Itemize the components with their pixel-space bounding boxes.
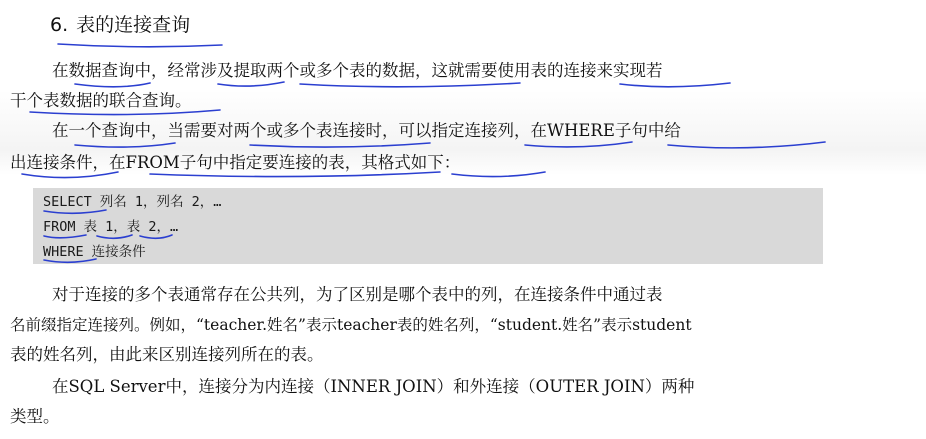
section-heading	[50, 12, 190, 38]
paragraph-2-line-2: 出连接条件，在FROM子句中指定要连接的表，其格式如下：	[10, 153, 461, 172]
paragraph-1-line-2: 干个表数据的联合查询。	[10, 91, 192, 110]
select-columns: 列名 1，列名 2，…	[99, 194, 222, 210]
paragraph-2-line-1: 在一个查询中，当需要对两个或多个表连接时，可以指定连接列，在WHERE子句中给	[52, 121, 681, 140]
code-line-from	[43, 216, 178, 238]
section-number: 6.	[50, 14, 69, 36]
where-condition: 连接条件	[91, 244, 146, 260]
select-keyword: SELECT	[43, 194, 92, 210]
sql-syntax-block	[33, 188, 823, 264]
code-line-select	[43, 191, 221, 213]
paragraph-4-line-2: 类型。	[10, 407, 60, 426]
paragraph-4-line-1: 在SQL Server中，连接分为内连接（INNER JOIN）和外连接（OUTER JOIN）两种	[52, 377, 695, 396]
code-line-where	[43, 241, 146, 263]
underline-where-clause	[668, 142, 825, 148]
underline-format	[452, 172, 545, 177]
paragraph-3-line-2: 名前缀指定连接列。例如，“teacher.姓名”表示teacher表的姓名列，“student.姓名”表示student	[10, 316, 692, 334]
section-title: 表的连接查询	[76, 14, 191, 36]
underline-heading	[58, 44, 222, 47]
paragraph-1-line-1: 在数据查询中，经常涉及提取两个或多个表的数据，这就需要使用表的连接来实现若	[52, 61, 663, 80]
from-tables: 表 1，表 2，…	[83, 219, 179, 235]
where-keyword: WHERE	[43, 244, 84, 260]
paragraph-3-line-1: 对于连接的多个表通常存在公共列，为了区别是哪个表中的列，在连接条件中通过表	[52, 285, 663, 304]
paragraph-3-line-3: 表的姓名列，由此来区别连接列所在的表。	[10, 345, 324, 364]
from-keyword: FROM	[43, 219, 76, 235]
